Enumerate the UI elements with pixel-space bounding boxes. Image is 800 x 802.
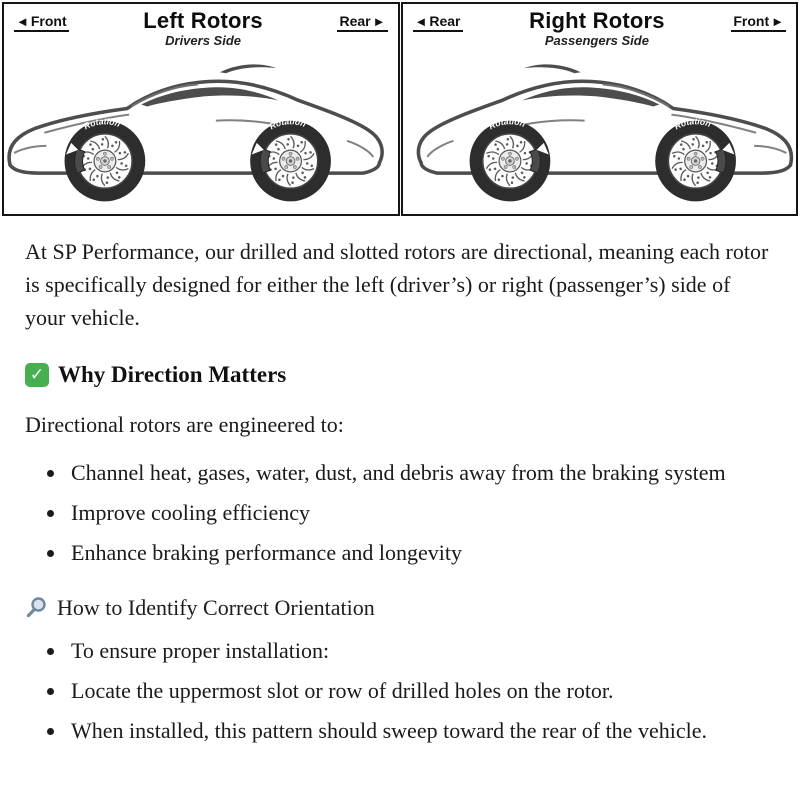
list-item: • Channel heat, gases, water, dust, and debris away from the braking system (67, 456, 775, 489)
section-heading-why (25, 358, 775, 393)
article-body (0, 216, 800, 769)
arrow-right-icon: ► (771, 13, 784, 29)
left-panel-header (4, 4, 398, 48)
rear-wheel-rotor (469, 116, 550, 201)
heading-text: How to Identify Correct Orientation (57, 594, 375, 620)
left-rotors-panel (2, 2, 400, 216)
panel-subtitle: Passengers Side (544, 33, 649, 49)
heading-text: Why Direction Matters (58, 362, 287, 388)
list-item: • Enhance braking performance and longevity (67, 536, 775, 569)
section-heading-identify (25, 591, 775, 624)
list-item: • Improve cooling efficiency (67, 496, 775, 529)
orientation-list (25, 634, 775, 747)
right-panel-header (403, 4, 797, 48)
direction-text: Rear (339, 13, 371, 29)
front-wheel-rotor (655, 116, 736, 201)
list-item: • Locate the uppermost slot or row of drilled holes on the rotor. (67, 674, 775, 707)
left-panel-titles (143, 9, 263, 48)
rear-direction-label (413, 13, 463, 32)
intro-paragraph: At SP Performance, our drilled and slotted rotors are directional, meaning each rotor is specifically designed for either the left (driver’s) or right (passenger’s) side of your vehicle. (25, 239, 769, 331)
direction-text: Front (733, 13, 770, 29)
front-direction-label (731, 13, 786, 32)
arrow-right-icon: ► (372, 13, 386, 29)
direction-text: Front (30, 13, 67, 29)
right-rotors-panel (401, 2, 799, 216)
arrow-left-icon: ◄ (414, 13, 428, 29)
rear-wheel-rotor (250, 116, 331, 201)
list-item: • To ensure proper installation: (67, 634, 775, 667)
check-icon: ✓ (25, 363, 49, 387)
rear-direction-label (337, 13, 387, 32)
arrow-left-icon: ◄ (16, 13, 29, 29)
panel-title: Right Rotors (529, 8, 665, 33)
right-car-illustration (403, 48, 797, 214)
front-wheel-rotor (65, 116, 146, 201)
rotor-direction-diagram (2, 2, 798, 216)
lead-paragraph: Directional rotors are engineered to: (25, 411, 344, 437)
list-item: • When installed, this pattern should sweep toward the rear of the vehicle. (67, 714, 775, 747)
front-direction-label (14, 13, 69, 32)
right-panel-titles (529, 9, 665, 48)
benefits-list (25, 456, 775, 569)
direction-text: Rear (429, 13, 461, 29)
magnifier-icon (25, 596, 48, 619)
panel-title: Left Rotors (143, 8, 263, 33)
panel-subtitle: Drivers Side (165, 33, 241, 49)
left-car-illustration (4, 48, 398, 214)
